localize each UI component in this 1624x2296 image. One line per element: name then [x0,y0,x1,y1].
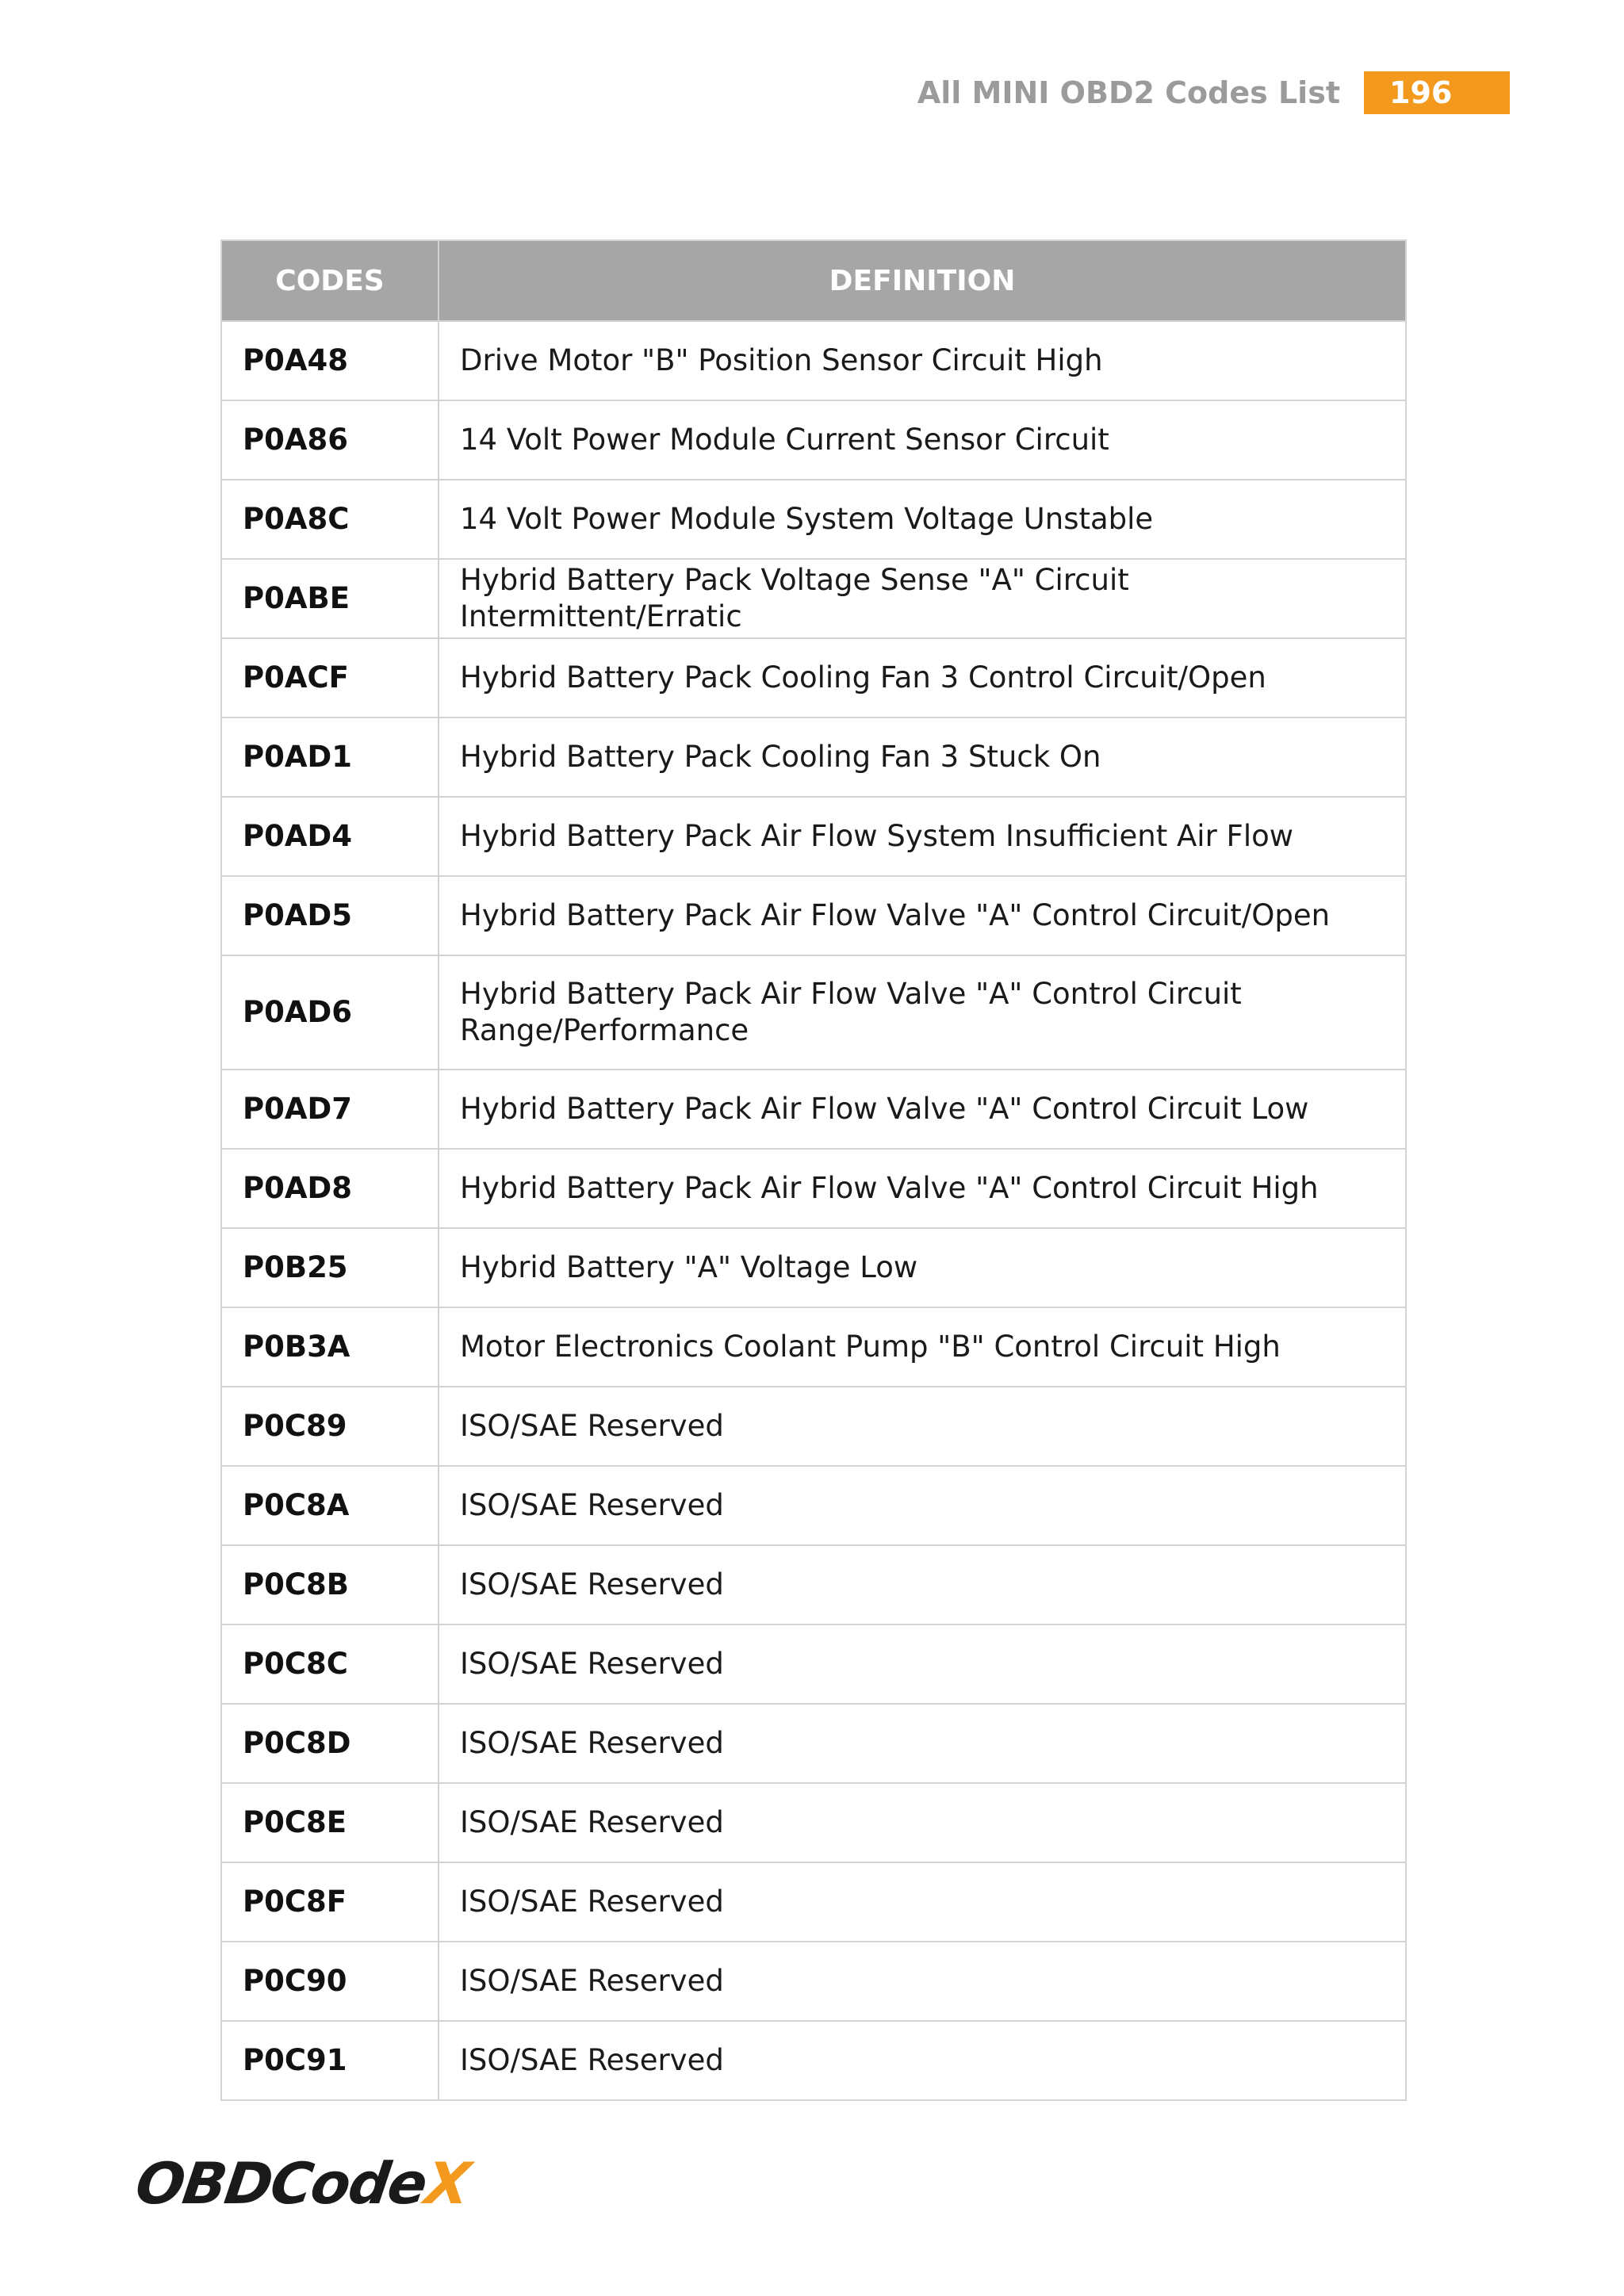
header-title: All MINI OBD2 Codes List [917,75,1340,110]
table-row [221,321,1406,400]
code-cell: P0A8C [221,480,439,559]
definition-cell: Hybrid Battery Pack Air Flow Valve "A" Control Circuit High [439,1149,1406,1228]
code-cell: P0C91 [221,2021,439,2100]
definition-cell: Hybrid Battery Pack Voltage Sense "A" Circuit Intermittent/Erratic [439,559,1406,638]
definition-cell: Hybrid Battery Pack Air Flow Valve "A" Control Circuit/Open [439,876,1406,955]
code-cell: P0A48 [221,321,439,400]
definition-cell: ISO/SAE Reserved [439,1387,1406,1466]
codes-table [220,239,1407,2101]
logo-accent-x: X [420,2150,473,2217]
definition-cell: Motor Electronics Coolant Pump "B" Control Circuit High [439,1307,1406,1387]
page-header [917,71,1510,114]
table-row [221,1466,1406,1545]
table-row [221,1704,1406,1783]
definition-cell: ISO/SAE Reserved [439,2021,1406,2100]
table-row [221,400,1406,480]
definition-cell: ISO/SAE Reserved [439,1704,1406,1783]
code-cell: P0AD5 [221,876,439,955]
code-cell: P0C89 [221,1387,439,1466]
definition-cell: Hybrid Battery Pack Air Flow System Insufficient Air Flow [439,797,1406,876]
table-row [221,2021,1406,2100]
table-header-row [221,240,1406,321]
table-row [221,718,1406,797]
table-row [221,797,1406,876]
definition-cell: Hybrid Battery Pack Air Flow Valve "A" Control Circuit Low [439,1070,1406,1149]
definition-cell: Hybrid Battery Pack Air Flow Valve "A" Control Circuit Range/Performance [439,955,1406,1070]
code-cell: P0ABE [221,559,439,638]
code-cell: P0B25 [221,1228,439,1307]
table-row [221,1783,1406,1862]
column-header-codes: CODES [221,240,439,321]
definition-cell: ISO/SAE Reserved [439,1466,1406,1545]
code-cell: P0AD6 [221,955,439,1070]
definition-cell: Drive Motor "B" Position Sensor Circuit High [439,321,1406,400]
column-header-definition: DEFINITION [439,240,1406,321]
code-cell: P0ACF [221,638,439,718]
table-row [221,559,1406,638]
code-cell: P0C90 [221,1942,439,2021]
code-cell: P0C8D [221,1704,439,1783]
table-row [221,1942,1406,2021]
code-cell: P0C8A [221,1466,439,1545]
code-cell: P0C8C [221,1624,439,1704]
table-row [221,1070,1406,1149]
definition-cell: Hybrid Battery Pack Cooling Fan 3 Stuck On [439,718,1406,797]
logo-main-text: OBDCode [132,2150,431,2217]
table-row [221,480,1406,559]
definition-cell: ISO/SAE Reserved [439,1545,1406,1624]
definition-cell: ISO/SAE Reserved [439,1624,1406,1704]
definition-cell: ISO/SAE Reserved [439,1862,1406,1942]
table-row [221,1862,1406,1942]
definition-cell: Hybrid Battery Pack Cooling Fan 3 Control Circuit/Open [439,638,1406,718]
table-row [221,955,1406,1070]
code-cell: P0AD7 [221,1070,439,1149]
obdcodex-logo [132,2150,473,2217]
code-cell: P0AD8 [221,1149,439,1228]
code-cell: P0C8B [221,1545,439,1624]
table-row [221,638,1406,718]
definition-cell: ISO/SAE Reserved [439,1783,1406,1862]
table-row [221,1624,1406,1704]
definition-cell: 14 Volt Power Module Current Sensor Circuit [439,400,1406,480]
definition-cell: ISO/SAE Reserved [439,1942,1406,2021]
code-cell: P0B3A [221,1307,439,1387]
definition-cell: 14 Volt Power Module System Voltage Unstable [439,480,1406,559]
definition-cell: Hybrid Battery "A" Voltage Low [439,1228,1406,1307]
table-row [221,1387,1406,1466]
code-cell: P0AD1 [221,718,439,797]
code-cell: P0C8F [221,1862,439,1942]
table-row [221,876,1406,955]
code-cell: P0AD4 [221,797,439,876]
code-cell: P0C8E [221,1783,439,1862]
code-cell: P0A86 [221,400,439,480]
table-row [221,1149,1406,1228]
table-row [221,1228,1406,1307]
table-row [221,1545,1406,1624]
page-number-badge: 196 [1364,71,1510,114]
table-row [221,1307,1406,1387]
